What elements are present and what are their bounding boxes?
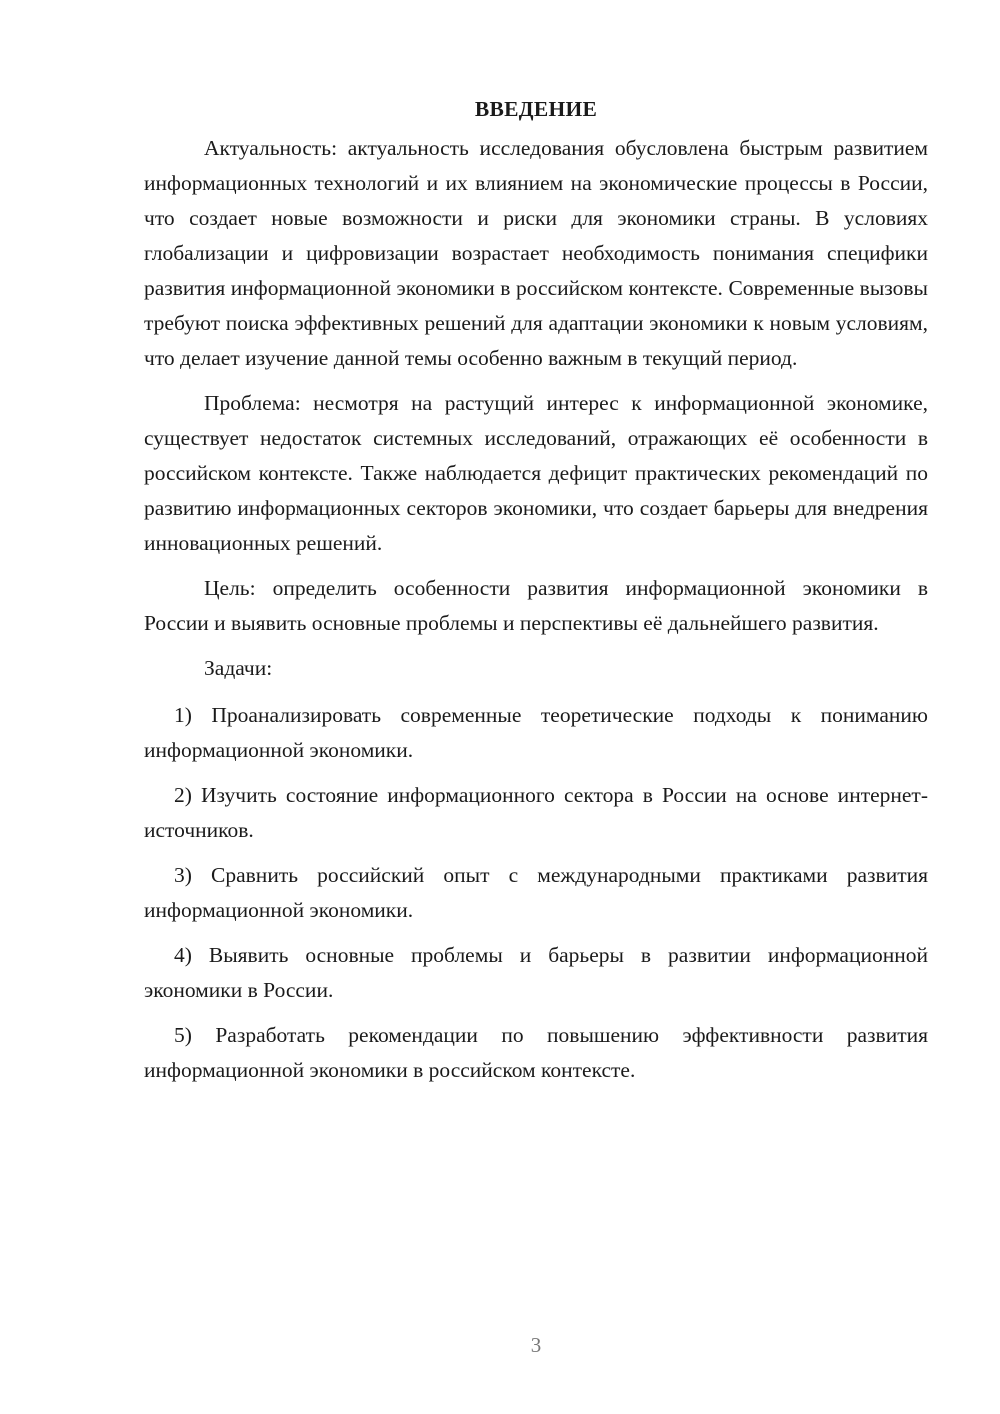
task-item-4: 4) Выявить основные проблемы и барьеры в развитии информационной экономики в России. [144,943,928,1002]
task-item-1: 1) Проанализировать современные теоретические подходы к пониманию информационной экономики. [144,703,928,762]
tasks-label: Задачи: [204,656,273,680]
relevance-paragraph: Актуальность: актуальность исследования обусловлена быстрым развитием информационных технологий и их влиянием на экономические процессы в России, что создает новые возможности и риски для экономики страны. В условиях глобализации и цифровизации возрастает необходимость понимания специфики развития информационной экономики в российском контексте. Современные вызовы требуют поиска эффективных решений для адаптации экономики к новым условиям, что делает изучение данной темы особенно важным в текущий период. [144,136,928,370]
page-content [144,92,928,1098]
task-item-3: 3) Сравнить российский опыт с международными практиками развития информационной экономики. [144,863,928,922]
section-title: ВВЕДЕНИЕ [474,97,598,121]
goal-paragraph: Цель: определить особенности развития информационной экономики в России и выявить основные проблемы и перспективы её дальнейшего развития. [144,576,928,635]
task-item-2: 2) Изучить состояние информационного сектора в России на основе интернет-источников. [144,783,928,842]
problem-paragraph: Проблема: несмотря на растущий интерес к информационной экономике, существует недостаток системных исследований, отражающих её особенности в российском контексте. Также наблюдается дефицит практических рекомендаций по развитию информационных секторов экономики, что создает барьеры для внедрения инновационных решений. [144,391,928,555]
task-item-5: 5) Разработать рекомендации по повышению эффективности развития информационной экономики в российском контексте. [144,1023,928,1082]
page-number: 3 [530,1333,542,1357]
